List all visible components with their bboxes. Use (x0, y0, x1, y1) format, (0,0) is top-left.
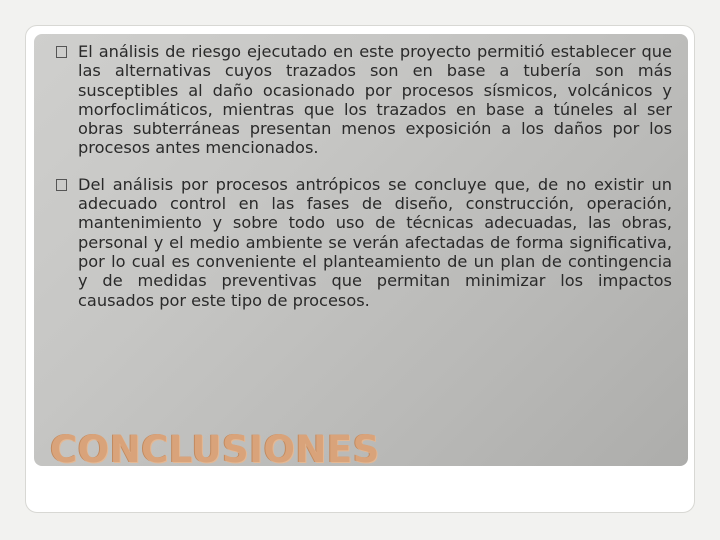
list-item (56, 42, 672, 158)
list-item (56, 175, 672, 310)
square-bullet-icon (56, 46, 67, 58)
bullet-text: El análisis de riesgo ejecutado en este proyecto permitió establecer que las alternativas cuyos trazados son en base a tubería son más susceptibles al daño ocasionado por procesos sísmicos, volcánicos y morfoclimáticos, mientras que los trazados en base a túneles al ser obras subterráneas presentan menos exposición a los daños por los procesos antes mencionados. (78, 42, 672, 158)
bullet-list (56, 42, 672, 310)
square-bullet-icon (56, 179, 67, 191)
bullet-text: Del análisis por procesos antrópicos se concluye que, de no existir un adecuado control en las fases de diseño, construcción, operación, mantenimiento y sobre todo uso de técnicas adecuadas, las obras, personal y el medio ambiente se verán afectadas de forma significativa, por lo cual es conveniente el planteamiento de un plan de contingencia y de medidas preventivas que permitan minimizar los impactos causados por este tipo de procesos. (78, 174, 672, 310)
slide-title: CONCLUSIONES (50, 428, 380, 471)
